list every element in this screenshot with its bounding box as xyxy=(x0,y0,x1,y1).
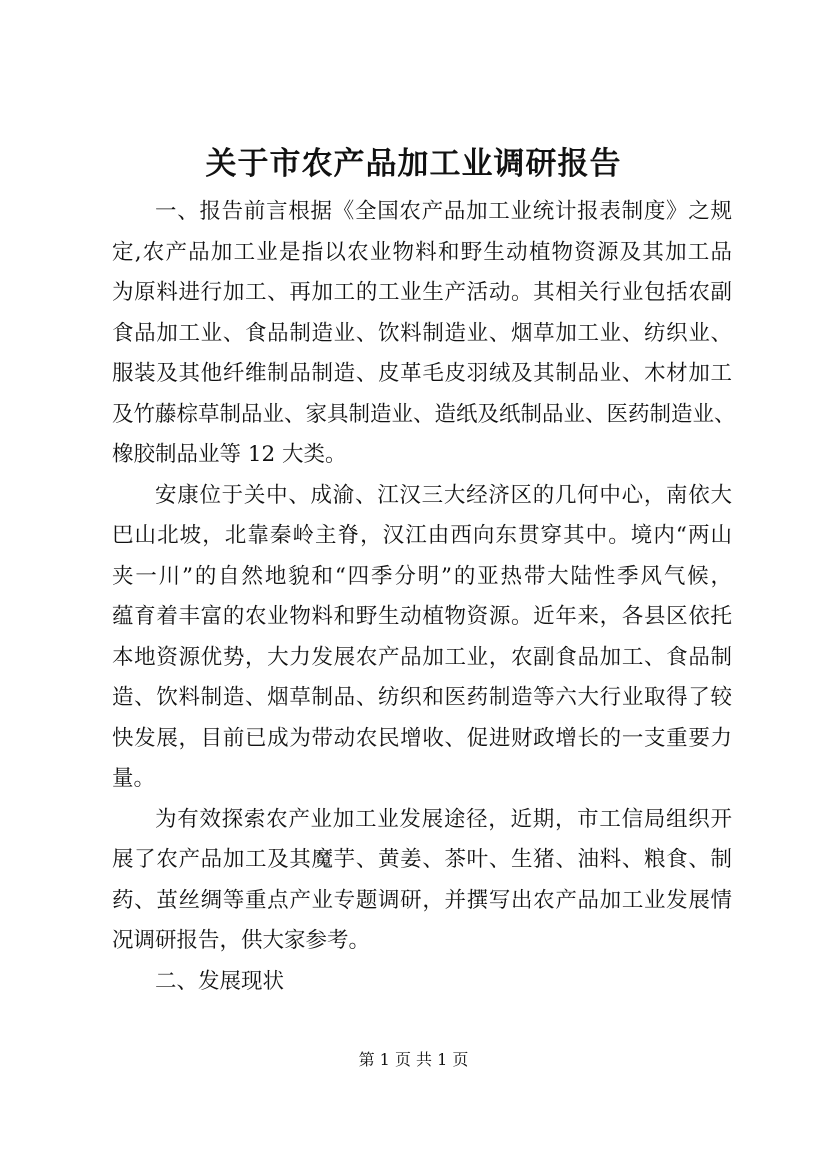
text-line: 为有效探索农产业加工业发展途径，近期，市工信局组织开 xyxy=(155,806,732,832)
text-line: 量。 xyxy=(112,766,156,791)
paragraph-ankang xyxy=(112,476,732,800)
text-line: 药、茧丝绸等重点产业专题调研，并撰写出农产品加工业发展情 xyxy=(112,887,732,913)
paragraph-research xyxy=(112,800,732,962)
text-line: 巴山北坡，北靠秦岭主脊，汉江由西向东贯穿其中。境内“两山 xyxy=(112,523,732,548)
text-line: 安康位于关中、成渝、江汉三大经济区的几何中心，南依大 xyxy=(155,482,732,508)
text-line: 及竹藤棕草制品业、家具制造业、造纸及纸制品业、医药制造业、 xyxy=(112,401,736,427)
text-line: 快发展，目前已成为带动农民增收、促进财政增长的一支重要力 xyxy=(112,725,732,751)
text-line: 本地资源优势，大力发展农产品加工业，农副食品加工、食品制 xyxy=(112,644,732,670)
page-title: 关于市农产品加工业调研报告 xyxy=(205,146,622,182)
document-body xyxy=(112,192,736,1002)
text-line: 蕴育着丰富的农业物料和野生动植物资源。近年来，各县区依托 xyxy=(112,604,732,629)
page-footer: 第 1 页 共 1 页 xyxy=(358,1050,469,1069)
text-line: 服装及其他纤维制品制造、皮革毛皮羽绒及其制品业、木材加工 xyxy=(112,361,732,386)
text-line: 橡胶制品业等 12 大类。 xyxy=(112,442,347,467)
text-line: 展了农产品加工及其魔芋、黄姜、茶叶、生猪、油料、粮食、制 xyxy=(112,847,732,872)
text-line: 一、报告前言根据《全国农产品加工业统计报表制度》之规 xyxy=(155,199,732,224)
text-line: 二、发展现状 xyxy=(155,968,285,994)
text-line: 况调研报告，供大家参考。 xyxy=(112,928,371,953)
paragraph-preface xyxy=(112,192,736,476)
text-line: 食品加工业、食品制造业、饮料制造业、烟草加工业、纺织业、 xyxy=(112,320,732,346)
text-line: 为原料进行加工、再加工的工业生产活动。其相关行业包括农副 xyxy=(112,280,732,305)
text-line: 夹一川”的自然地貌和“四季分明”的亚热带大陆性季风气候， xyxy=(112,563,732,589)
text-line: 造、饮料制造、烟草制品、纺织和医药制造等六大行业取得了较 xyxy=(112,685,732,710)
text-line: 定,农产品加工业是指以农业物料和野生动植物资源及其加工品 xyxy=(112,239,732,265)
section-heading-status xyxy=(112,962,732,1003)
